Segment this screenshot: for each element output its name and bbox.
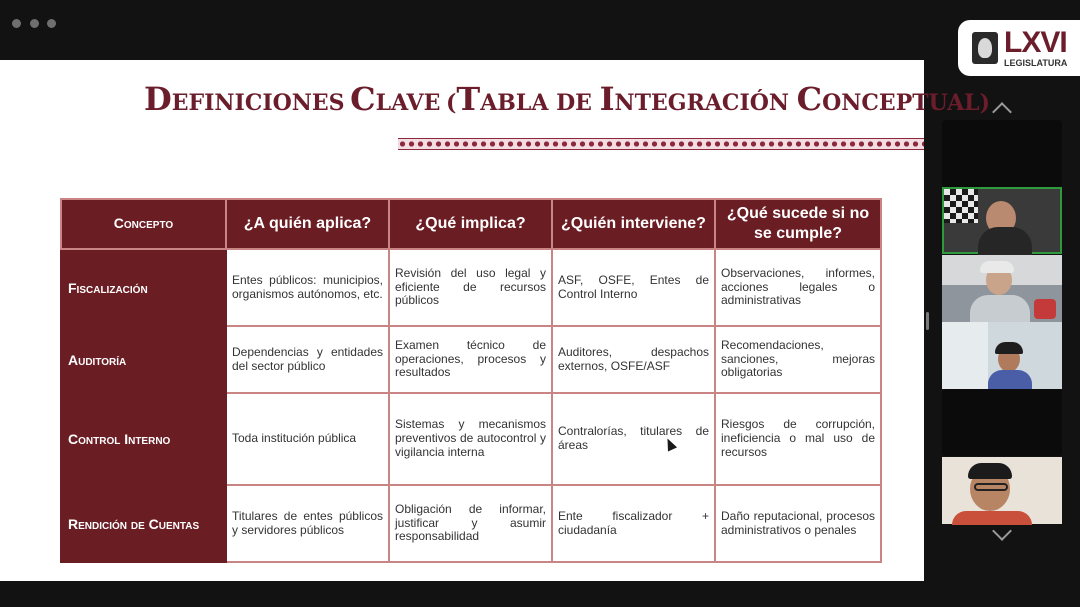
scroll-up-chevron-icon[interactable] (990, 100, 1014, 114)
column-header-who: ¿Quién interviene? (552, 199, 715, 249)
seal-icon (972, 32, 998, 64)
slide-title (144, 80, 990, 118)
table-cell: Toda institución pública (226, 393, 389, 485)
scroll-down-chevron-icon[interactable] (990, 528, 1014, 542)
participant-body-icon (970, 295, 1030, 323)
title-word-rest: ONCEPTUAL) (822, 90, 991, 116)
table-cell: ASF, OSFE, Entes de Control Interno (552, 249, 715, 326)
table-row (61, 485, 881, 562)
title-word-rest: ABLA DE (480, 90, 600, 116)
table-row (61, 249, 881, 326)
table-cell: Ente fiscalizador + ciudadanía (552, 485, 715, 562)
table-cell: Examen técnico de operaciones, procesos y resultados (389, 326, 552, 393)
table-cell: Auditores, despachos externos, OSFE/ASF (552, 326, 715, 393)
bottom-bar (0, 581, 1080, 607)
row-header-concept: Fiscalización (61, 249, 226, 326)
participant-video-tile[interactable] (942, 389, 1062, 456)
table-cell: Titulares de entes públicos y servidores públicos (226, 485, 389, 562)
panel-resize-handle[interactable] (926, 312, 929, 330)
window-dot-icon[interactable] (47, 19, 56, 28)
table-cell: Entes públicos: municipios, organismos autónomos, etc. (226, 249, 389, 326)
participant-body-icon (988, 370, 1032, 390)
window-dot-icon[interactable] (30, 19, 39, 28)
row-header-concept: Rendición de Cuentas (61, 485, 226, 562)
participant-body-icon (952, 511, 1032, 525)
title-initial: C (350, 80, 376, 118)
table-cell: Sistemas y mecanismos preventivos de autocontrol y vigilancia interna (389, 393, 552, 485)
window-dot-icon[interactable] (12, 19, 21, 28)
participant-hair-icon (980, 261, 1014, 273)
row-header-concept: Auditoría (61, 326, 226, 393)
title-initial: D (144, 80, 172, 118)
row-header-concept: Control Interno (61, 393, 226, 485)
logo-main-text: LXVI (1004, 26, 1067, 59)
participant-video-tile[interactable] (942, 120, 1062, 187)
table-cell: Riesgos de corrupción, ineficiencia o mal uso de recursos (715, 393, 881, 485)
window-titlebar (0, 0, 1080, 60)
column-header-implies: ¿Qué implica? (389, 199, 552, 249)
table-cell: Revisión del uso legal y eficiente de recursos públicos (389, 249, 552, 326)
column-header-consequence: ¿Qué sucede si no se cumple? (715, 199, 881, 249)
legislature-logo (958, 20, 1080, 76)
participant-hair-icon (995, 342, 1023, 354)
title-word-rest: LAVE (375, 90, 441, 116)
title-word-rest: NTEGRACIÓN (614, 90, 797, 116)
title-paren: ( (445, 90, 457, 116)
table-cell: Recomendaciones, sanciones, mejoras obligatorias (715, 326, 881, 393)
title-initial: T (456, 80, 481, 118)
participant-video-tile[interactable] (942, 322, 1062, 389)
table-cell: Observaciones, informes, acciones legales o administrativas (715, 249, 881, 326)
participant-body-icon (978, 227, 1032, 257)
table-cell: Contralorías, titulares de áreas (552, 393, 715, 485)
glasses-icon (974, 483, 1008, 491)
title-word-rest: EFINICIONES (171, 90, 345, 116)
table-row (61, 326, 881, 393)
shared-slide (0, 60, 991, 581)
background-object-icon (1034, 299, 1056, 319)
table-row (61, 393, 881, 485)
room-wall-icon (942, 322, 988, 389)
logo-sub-text: LEGISLATURA (1004, 58, 1068, 68)
table-cell: Dependencias y entidades del sector público (226, 326, 389, 393)
title-initial: I (599, 80, 615, 118)
participant-video-tile-active-speaker[interactable] (942, 187, 1062, 254)
table-cell: Daño reputacional, procesos administrativos o penales (715, 485, 881, 562)
participant-hair-icon (968, 463, 1012, 479)
column-header-concept: Concepto (61, 199, 226, 249)
participant-video-tile[interactable] (942, 255, 1062, 322)
column-header-applies-to: ¿A quién aplica? (226, 199, 389, 249)
table-header-row (61, 199, 881, 249)
participant-video-tile[interactable] (942, 457, 1062, 524)
title-initial: C (796, 80, 823, 118)
decorative-ornament-band (398, 138, 924, 150)
table-cell: Obligación de informar, justificar y asumir responsabilidad (389, 485, 552, 562)
concept-table (60, 198, 882, 563)
checkered-background-icon (944, 189, 978, 223)
